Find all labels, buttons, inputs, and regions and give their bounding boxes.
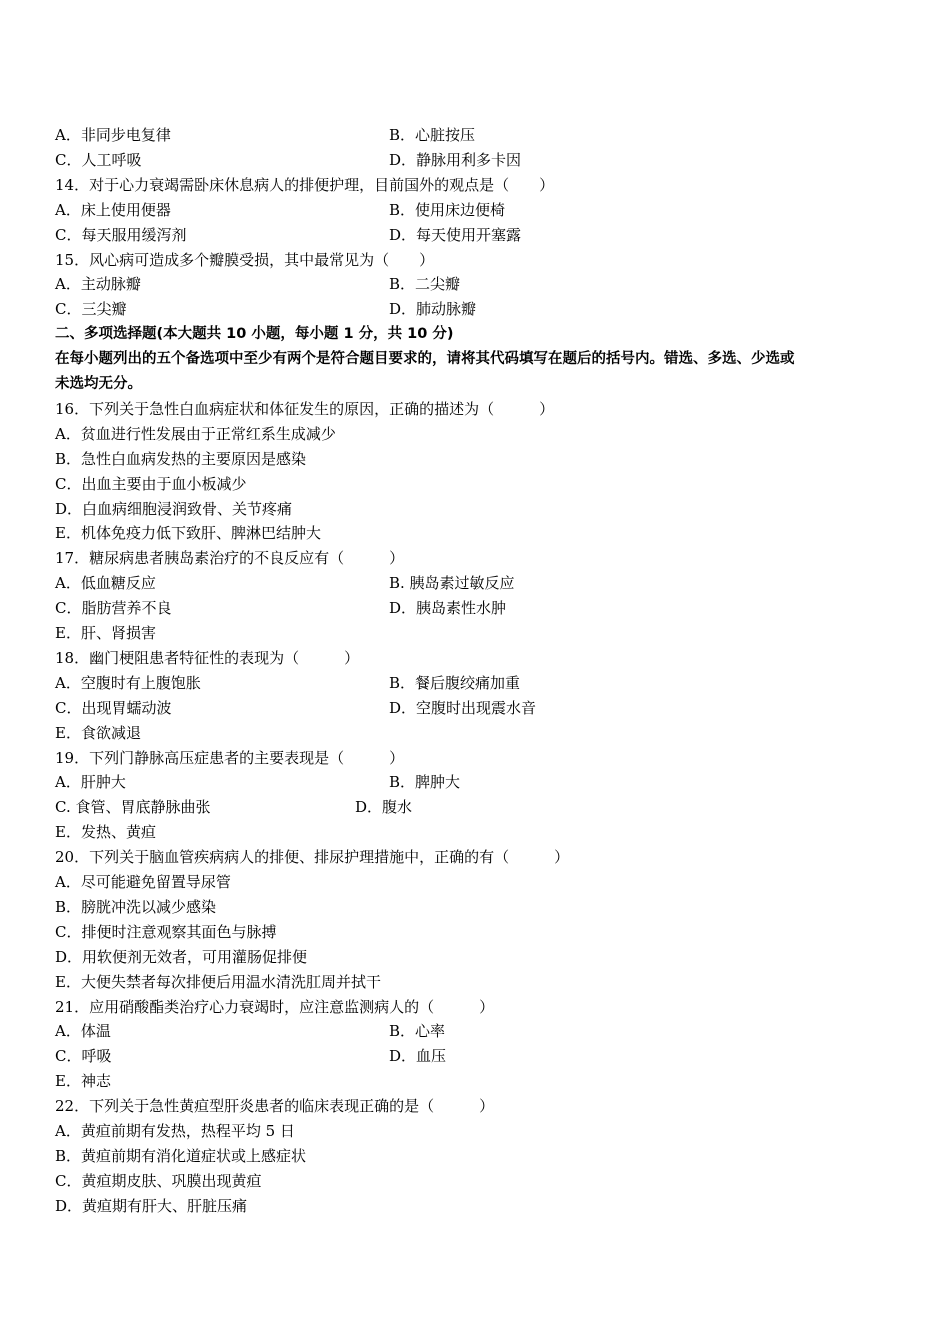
text-line: A．贫血进行性发展由于正常红系生成减少 [55,424,336,443]
option-right: D．静脉用利多卡因 [389,150,522,169]
option-right: B．脾肿大 [389,773,461,792]
text-line: 17．糖尿病患者胰岛素治疗的不良反应有（ ） [55,549,405,568]
text-line: E．发热、黄疸 [55,823,156,842]
option-left: C. 食管、胃底静脉曲张 [55,798,211,817]
text-line: D．黄疸期有肝大、肝脏压痛 [55,1196,248,1215]
option-left: A．床上使用便器 [55,200,171,219]
text-line: B．膀胱冲洗以减少感染 [55,897,217,916]
text-line: C．出血主要由于血小板减少 [55,474,247,493]
text-line: 15．风心病可造成多个瓣膜受损，其中最常见为（ ） [55,250,435,269]
option-right: D．胰岛素性水肿 [389,599,507,618]
text-line: E．食欲减退 [55,723,141,742]
option-left: C．人工呼吸 [55,150,142,169]
text-line: 14．对于心力衰竭需卧床休息病人的排便护理，目前国外的观点是（ ） [55,175,555,194]
option-right: D．血压 [389,1047,447,1066]
option-left: C．脂肪营养不良 [55,599,172,618]
text-line: E．大便失禁者每次排便后用温水清洗肛周并拭干 [55,972,381,991]
option-left: A．体温 [55,1022,111,1041]
option-left: C．三尖瓣 [55,300,127,319]
option-right: B．使用床边便椅 [389,200,506,219]
option-left: C．每天服用缓泻剂 [55,225,187,244]
text-line: A．尽可能避免留置导尿管 [55,873,231,891]
text-line: 18．幽门梗阻患者特征性的表现为（ ） [55,648,360,667]
text-line: 19．下列门静脉高压症患者的主要表现是（ ） [55,748,405,767]
text-line: 未选均无分。 [55,376,142,392]
text-line: 22．下列关于急性黄疸型肝炎患者的临床表现正确的是（ ） [55,1097,495,1116]
option-left: C．出现胃蠕动波 [55,698,172,717]
text-line: 20．下列关于脑血管疾病病人的排便、排尿护理措施中，正确的有（ ） [55,848,570,867]
text-line: 16．下列关于急性白血病症状和体征发生的原因，正确的描述为（ ） [55,399,555,418]
text-line: D．白血病细胞浸润致骨、关节疼痛 [55,499,293,518]
option-right: D．肺动脉瓣 [389,300,477,319]
text-line: C．排便时注意观察其面色与脉搏 [55,922,277,941]
text-line: 二、多项选择题(本大题共 10 小题，每小题 1 分，共 10 分) [55,326,454,343]
option-left: A．主动脉瓣 [55,275,141,294]
text-line: E．机体免疫力低下致肝、脾淋巴结肿大 [55,524,321,543]
text-line: 21．应用硝酸酯类治疗心力衰竭时，应注意监测病人的（ ） [55,997,495,1016]
text-line: 在每小题列出的五个备选项中至少有两个是符合题目要求的，请将其代码填写在题后的括号内。错选、多选、少选或 [55,351,795,368]
text-line: A．黄疸前期有发热，热程平均 5 日 [55,1122,295,1140]
option-left: A．空腹时有上腹饱胀 [55,673,201,692]
option-right: B. 胰岛素过敏反应 [389,574,515,593]
option-left: A．肝肿大 [55,773,126,792]
option-right: D．空腹时出现震水音 [389,698,537,717]
text-line: B．黄疸前期有消化道症状或上感症状 [55,1146,307,1165]
option-right: B．餐后腹绞痛加重 [389,673,521,692]
text-line: D．用软便剂无效者，可用灌肠促排便 [55,947,308,966]
option-right: D．腹水 [355,798,413,817]
option-left: A．低血糖反应 [55,574,156,593]
text-line: E．神志 [55,1072,111,1091]
option-right: B．心脏按压 [389,126,476,144]
option-right: B．二尖瓣 [389,275,461,294]
option-left: C．呼吸 [55,1047,112,1066]
option-right: D．每天使用开塞露 [389,225,522,244]
text-line: C．黄疸期皮肤、巩膜出现黄疸 [55,1171,262,1190]
text-line: E．肝、肾损害 [55,624,156,642]
option-right: B．心率 [389,1022,446,1041]
option-left: A．非同步电复律 [55,126,171,144]
text-line: B．急性白血病发热的主要原因是感染 [55,449,307,468]
